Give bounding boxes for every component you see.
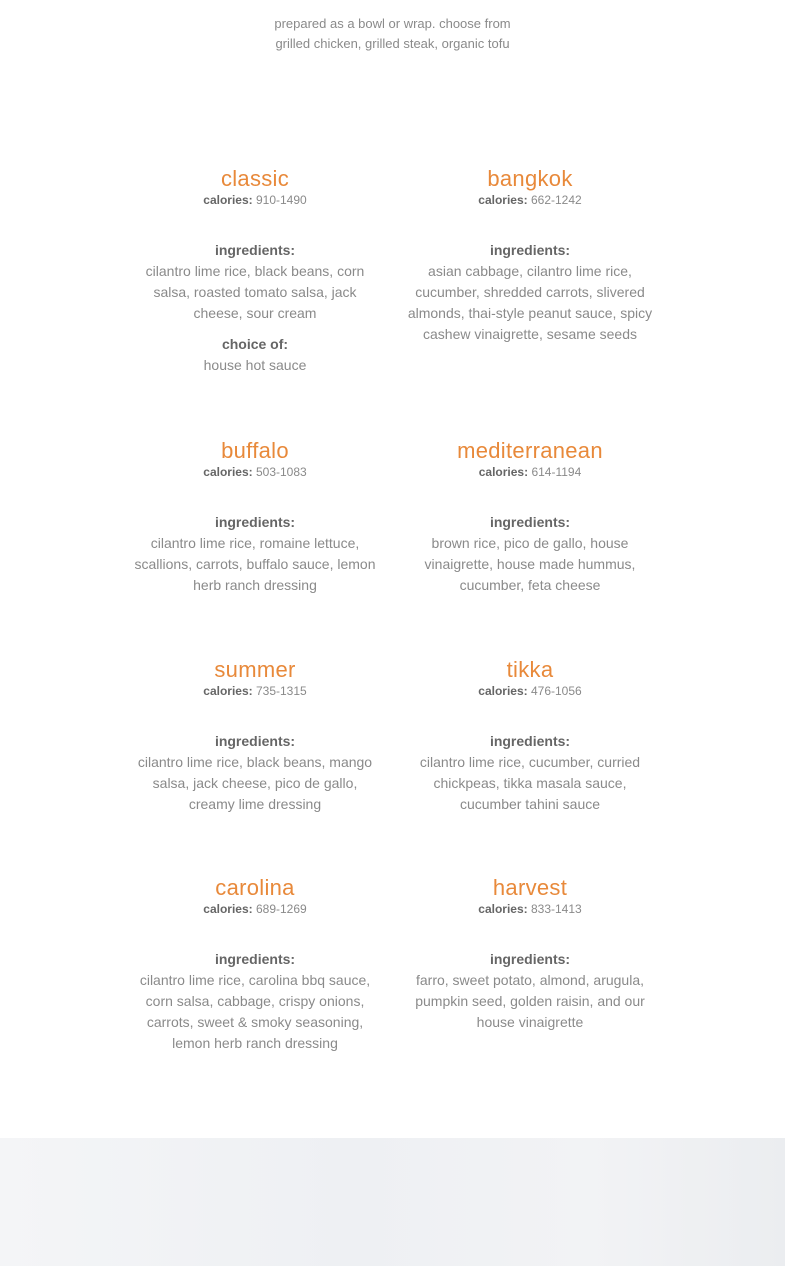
menu-item-classic	[130, 166, 380, 376]
ingredients-text: cilantro lime rice, cucumber, curried chickpeas, tikka masala sauce, cucumber tahini sauce	[419, 754, 641, 812]
calories-label: calories:	[203, 465, 253, 479]
ingredients-label: ingredients:	[214, 514, 296, 530]
ingredients-label: ingredients:	[489, 242, 571, 258]
item-name: tikka	[506, 657, 554, 682]
calories-line	[405, 464, 655, 480]
calories-line	[130, 192, 380, 208]
calories-label: calories:	[203, 193, 253, 207]
menu-item-buffalo	[130, 438, 380, 596]
calories-label: calories:	[203, 684, 253, 698]
calories-value: 614-1194	[531, 465, 582, 479]
ingredients-text: farro, sweet potato, almond, arugula, pumpkin seed, golden raisin, and our house vinaigrette	[415, 972, 645, 1030]
menu-item-harvest	[405, 875, 655, 1033]
footer-background-band	[0, 1138, 785, 1266]
ingredients-text: cilantro lime rice, romaine lettuce, scallions, carrots, buffalo sauce, lemon herb ranch dressing	[134, 535, 376, 593]
calories-line	[405, 901, 655, 917]
menu-item-tikka	[405, 657, 655, 815]
calories-value: 662-1242	[530, 193, 582, 207]
menu-intro: prepared as a bowl or wrap. choose from grilled chicken, grilled steak, organic tofu	[274, 16, 511, 51]
item-name: classic	[220, 166, 290, 191]
calories-line	[130, 464, 380, 480]
calories-line	[130, 901, 380, 917]
ingredients-text: asian cabbage, cilantro lime rice, cucumber, shredded carrots, slivered almonds, thai-style peanut sauce, spicy cashew vinaigrette, sesame seeds	[407, 263, 653, 342]
menu-item-mediterranean	[405, 438, 655, 596]
choice-of-label: choice of:	[221, 336, 289, 352]
ingredients-label: ingredients:	[214, 242, 296, 258]
ingredients-text: cilantro lime rice, black beans, mango salsa, jack cheese, pico de gallo, creamy lime dressing	[137, 754, 373, 812]
calories-line	[405, 192, 655, 208]
item-name: buffalo	[221, 438, 289, 463]
ingredients-label: ingredients:	[489, 514, 571, 530]
choice-of-text: house hot sauce	[203, 357, 307, 373]
ingredients-label: ingredients:	[489, 733, 571, 749]
menu-item-summer	[130, 657, 380, 815]
calories-label: calories:	[478, 902, 528, 916]
ingredients-label: ingredients:	[214, 733, 296, 749]
calories-value: 503-1083	[255, 465, 307, 479]
ingredients-text: cilantro lime rice, black beans, corn salsa, roasted tomato salsa, jack cheese, sour cream	[145, 263, 365, 321]
calories-label: calories:	[478, 193, 528, 207]
ingredients-label: ingredients:	[214, 951, 296, 967]
calories-value: 689-1269	[255, 902, 307, 916]
ingredients-label: ingredients:	[489, 951, 571, 967]
item-name: bangkok	[487, 166, 573, 191]
calories-label: calories:	[478, 684, 528, 698]
calories-line	[130, 683, 380, 699]
item-name: harvest	[492, 875, 568, 900]
calories-value: 910-1490	[255, 193, 307, 207]
calories-value: 735-1315	[255, 684, 307, 698]
calories-label: calories:	[478, 465, 529, 479]
item-name: carolina	[215, 875, 295, 900]
menu-item-bangkok	[405, 166, 655, 345]
item-name: mediterranean	[457, 438, 603, 463]
item-name: summer	[214, 657, 296, 682]
calories-value: 833-1413	[530, 902, 582, 916]
calories-value: 476-1056	[530, 684, 582, 698]
ingredients-text: brown rice, pico de gallo, house vinaigrette, house made hummus, cucumber, feta cheese	[424, 535, 636, 593]
menu-item-carolina	[130, 875, 380, 1054]
ingredients-text: cilantro lime rice, carolina bbq sauce, corn salsa, cabbage, crispy onions, carrots, sweet & smoky seasoning, lemon herb ranch dressing	[139, 972, 371, 1051]
calories-label: calories:	[203, 902, 253, 916]
calories-line	[405, 683, 655, 699]
